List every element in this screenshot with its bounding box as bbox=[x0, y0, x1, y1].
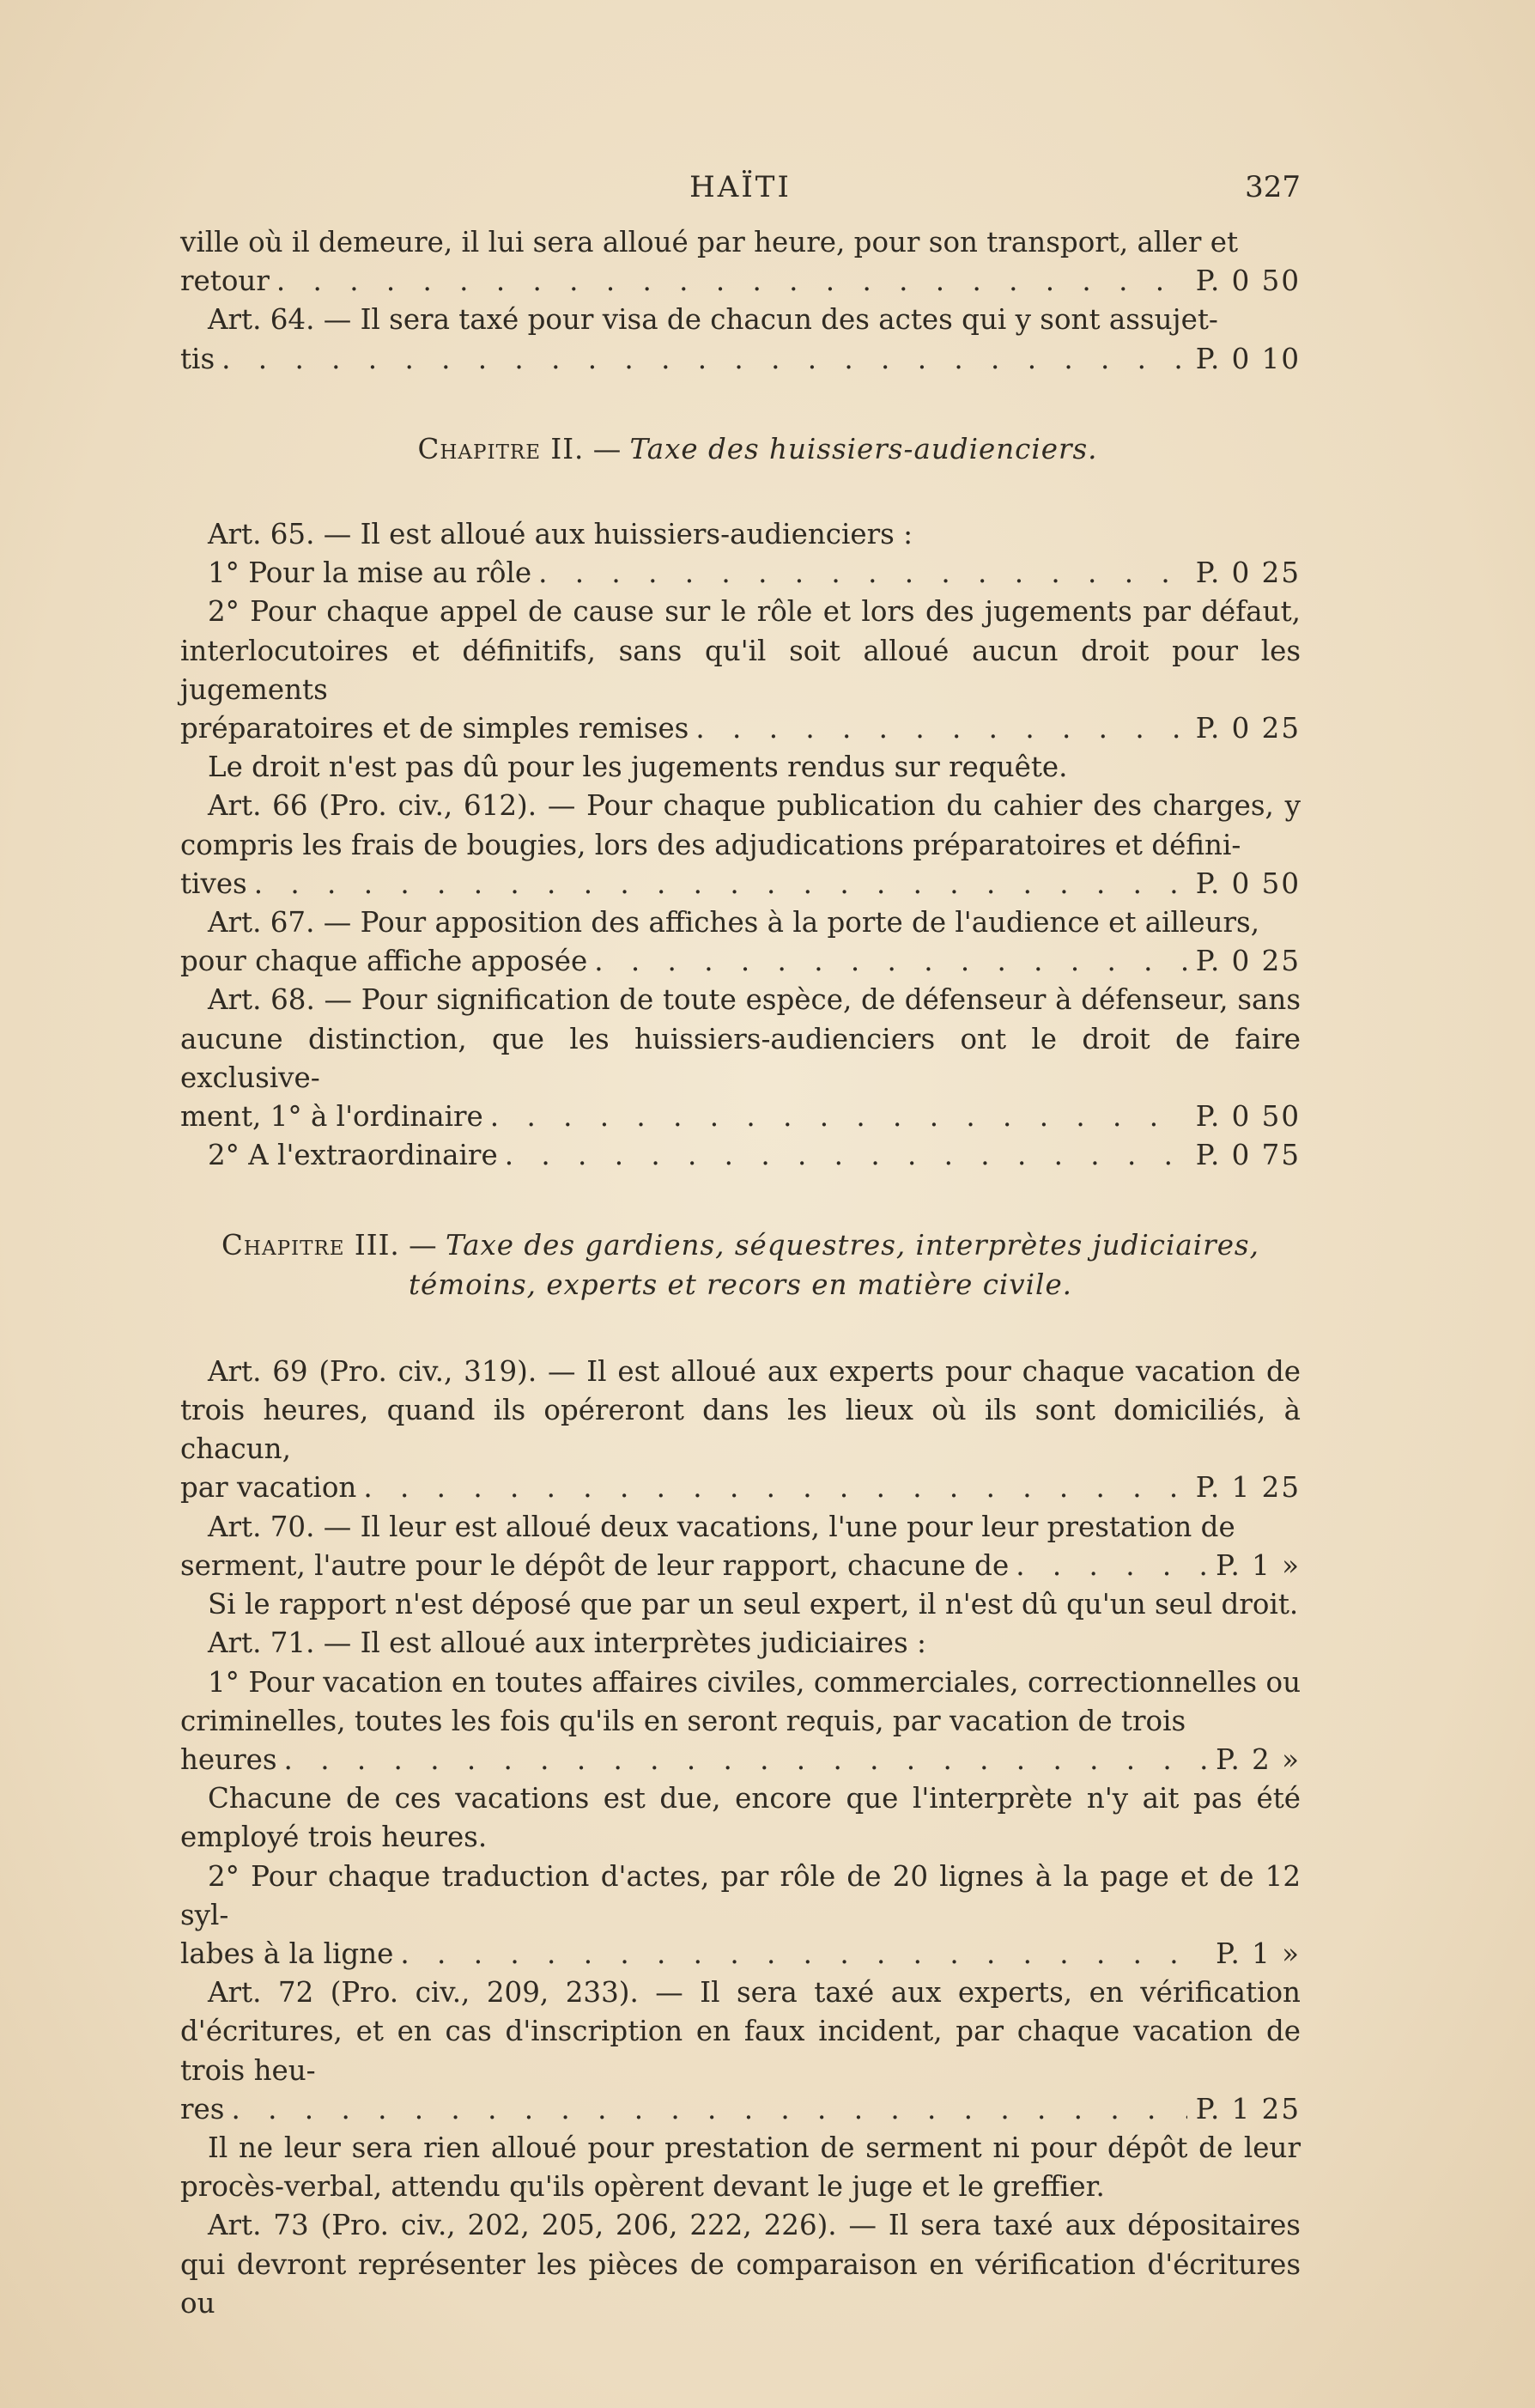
article-66: Art. 66 (Pro. civ., 612). — Pour chaque publication du cahier des charges, y compris les frais de bougies, lors des adjudications préparatoires et défini- bbox=[180, 789, 1301, 861]
article-64: Art. 64. — Il sera taxé pour visa de chacun des actes qui y sont assujet- bbox=[208, 303, 1218, 337]
running-header bbox=[180, 170, 1301, 213]
paragraph: ville où il demeure, il lui sera alloué par heure, pour son transport, aller et bbox=[180, 226, 1239, 258]
leader-dots bbox=[277, 1741, 1208, 1779]
tariff-label: préparatoires et de simples remises bbox=[180, 712, 689, 745]
chapter-2-heading bbox=[180, 430, 1301, 469]
leader-dots bbox=[531, 554, 1187, 593]
leader-dots bbox=[224, 2090, 1186, 2129]
chapter-3-heading bbox=[180, 1226, 1301, 1265]
leader-dots bbox=[587, 942, 1186, 981]
article-69: Art. 69 (Pro. civ., 319). — Il est alloué aux experts pour chaque vacation de trois heures, quand ils opéreront dans les lieux où ils sont domiciliés, à chacun, bbox=[180, 1354, 1301, 1466]
tariff-amount: P. 1 » bbox=[1216, 1548, 1301, 1582]
chapter-2-title: Taxe des huissiers-audienciers. bbox=[629, 432, 1098, 465]
running-title: HAÏTI bbox=[689, 170, 792, 204]
tariff-label: 1° Pour la mise au rôle bbox=[208, 556, 532, 590]
tariff-line bbox=[180, 2090, 1301, 2129]
article-73: Art. 73 (Pro. civ., 202, 205, 206, 222, 226). — Il sera taxé aux dépositaires qui devront représenter les pièces de comparaison en vérification d'écritures ou bbox=[180, 2209, 1301, 2320]
tariff-line bbox=[180, 554, 1301, 593]
tariff-label: par vacation bbox=[180, 1471, 357, 1505]
tariff-line bbox=[180, 1935, 1301, 1973]
chapter-dash: — bbox=[584, 432, 630, 465]
tariff-line bbox=[180, 1741, 1301, 1779]
tariff-amount: P. 1 25 bbox=[1195, 2092, 1301, 2125]
chapter-3-title-continued: témoins, experts et recors en matière civile. bbox=[408, 1268, 1073, 1301]
tariff-label: 2° A l'extraordinaire bbox=[208, 1139, 498, 1172]
note: Si le rapport n'est déposé que par un seul expert, il n'est dû qu'un seul droit. bbox=[208, 1588, 1299, 1621]
chapter-3-heading-line2 bbox=[180, 1266, 1301, 1304]
leader-dots bbox=[498, 1136, 1187, 1175]
tariff-line bbox=[180, 942, 1301, 981]
leader-dots bbox=[215, 340, 1187, 379]
chapter-3-number: Chapitre III. bbox=[221, 1229, 400, 1262]
tariff-line bbox=[180, 262, 1301, 301]
tariff-amount: P. 0 75 bbox=[1195, 1139, 1301, 1172]
paragraph: 1° Pour vacation en toutes affaires civiles, commerciales, correctionnelles ou criminelles, toutes les fois qu'ils en seront requis, par vacation de trois bbox=[180, 1665, 1301, 1737]
leader-dots bbox=[483, 1098, 1187, 1136]
article-70: Art. 70. — Il leur est alloué deux vacations, l'une pour leur prestation de bbox=[208, 1510, 1235, 1543]
leader-dots bbox=[689, 709, 1186, 748]
leader-dots bbox=[1009, 1547, 1207, 1585]
tariff-label: tives bbox=[180, 867, 247, 900]
tariff-line bbox=[180, 709, 1301, 748]
tariff-label: tis bbox=[180, 342, 215, 375]
tariff-amount: P. 0 25 bbox=[1195, 712, 1301, 745]
tariff-line bbox=[180, 340, 1301, 379]
tariff-amount: P. 0 50 bbox=[1195, 1100, 1301, 1134]
article-67: Art. 67. — Pour apposition des affiches à la porte de l'audience et ailleurs, bbox=[208, 906, 1260, 939]
tariff-amount: P. 1 » bbox=[1216, 1937, 1301, 1970]
tariff-label: res bbox=[180, 2092, 225, 2125]
tariff-line bbox=[180, 1136, 1301, 1175]
tariff-label: serment, l'autre pour le dépôt de leur rapport, chacune de bbox=[180, 1548, 1010, 1582]
page-body bbox=[180, 223, 1301, 2323]
tariff-amount: P. 1 25 bbox=[1195, 1471, 1301, 1505]
tariff-label: labes à la ligne bbox=[180, 1937, 394, 1970]
note: Chacune de ces vacations est due, encore que l'interprète n'y ait pas été employé trois heures. bbox=[180, 1782, 1301, 1854]
paragraph: 2° Pour chaque appel de cause sur le rôle et lors des jugements par défaut, interlocutoires et définitifs, sans qu'il soit alloué aucun droit pour les jugements bbox=[180, 595, 1301, 706]
paragraph: 2° Pour chaque traduction d'actes, par rôle de 20 lignes à la page et de 12 syl- bbox=[180, 1859, 1301, 1931]
note: Le droit n'est pas dû pour les jugements rendus sur requête. bbox=[208, 751, 1068, 784]
tariff-amount: P. 0 10 bbox=[1195, 342, 1301, 375]
page-number: 327 bbox=[1245, 170, 1301, 204]
tariff-amount: P. 2 » bbox=[1216, 1742, 1301, 1776]
article-71: Art. 71. — Il est alloué aux interprètes judiciaires : bbox=[208, 1627, 926, 1660]
tariff-amount: P. 0 25 bbox=[1195, 556, 1301, 590]
tariff-label: retour bbox=[180, 265, 270, 298]
tariff-amount: P. 0 50 bbox=[1195, 265, 1301, 298]
article-68: Art. 68. — Pour signification de toute espèce, de défenseur à défenseur, sans aucune distinction, que les huissiers-audienciers ont le droit de faire exclusive- bbox=[180, 983, 1301, 1094]
chapter-3-title: Taxe des gardiens, séquestres, interprètes judiciaires, bbox=[445, 1229, 1259, 1262]
tariff-label: heures bbox=[180, 1742, 277, 1776]
tariff-line bbox=[180, 1098, 1301, 1136]
article-65: Art. 65. — Il est alloué aux huissiers-audienciers : bbox=[208, 518, 913, 551]
note: Il ne leur sera rien alloué pour prestation de serment ni pour dépôt de leur procès-verbal, attendu qu'ils opèrent devant le juge et le greffier. bbox=[180, 2131, 1301, 2204]
tariff-amount: P. 0 25 bbox=[1195, 945, 1301, 978]
leader-dots bbox=[356, 1469, 1186, 1507]
tariff-label: pour chaque affiche apposée bbox=[180, 945, 588, 978]
tariff-label: ment, 1° à l'ordinaire bbox=[180, 1100, 483, 1134]
tariff-amount: P. 0 50 bbox=[1195, 867, 1301, 900]
tariff-line bbox=[180, 1469, 1301, 1507]
chapter-2-number: Chapitre II. bbox=[417, 432, 585, 465]
tariff-line bbox=[180, 865, 1301, 903]
leader-dots bbox=[247, 865, 1187, 903]
leader-dots bbox=[393, 1935, 1207, 1973]
tariff-line bbox=[180, 1547, 1301, 1585]
chapter-dash: — bbox=[399, 1229, 446, 1262]
leader-dots bbox=[270, 262, 1187, 301]
article-72: Art. 72 (Pro. civ., 209, 233). — Il sera taxé aux experts, en vérification d'écritures, et en cas d'inscription en faux incident, par chaque vacation de trois heu- bbox=[180, 1976, 1301, 2087]
